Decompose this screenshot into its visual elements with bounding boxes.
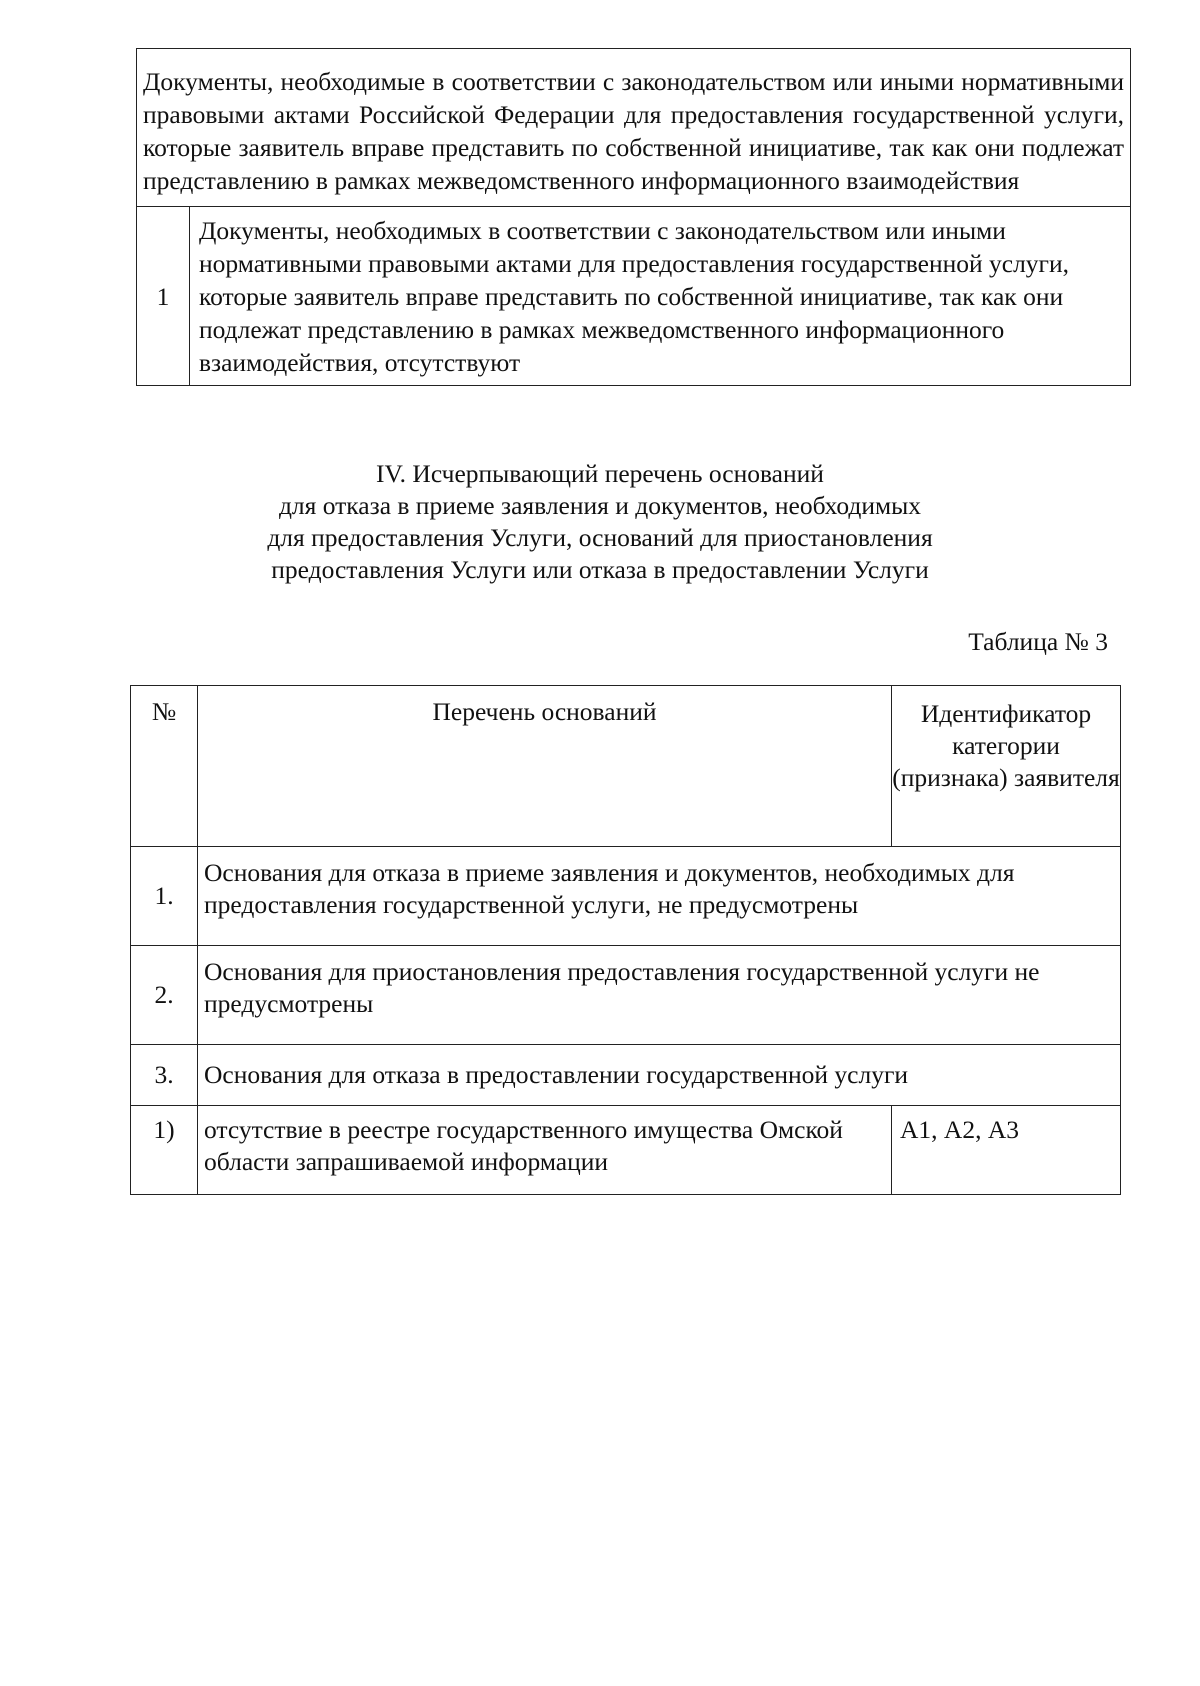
table-row	[131, 1045, 1121, 1106]
section-heading	[200, 458, 1000, 586]
row-text: Основания для отказа в предоставлении государственной услуги	[198, 1045, 1121, 1106]
row-number: 1)	[131, 1106, 198, 1195]
documents-table-row	[137, 207, 1131, 386]
section-heading-line: IV. Исчерпывающий перечень оснований	[376, 459, 824, 488]
documents-table	[136, 48, 1131, 386]
row-text: Основания для приостановления предоставления государственной услуги не предусмотрены	[198, 946, 1121, 1045]
table-row	[131, 847, 1121, 946]
grounds-table	[130, 685, 1121, 1195]
table-number-label: Таблица № 3	[968, 627, 1108, 656]
documents-row-number: 1	[137, 207, 190, 386]
documents-row-text: Документы, необходимых в соответствии с законодательством или иными нормативными правовыми актами для предоставления государственной услуги, которые заявитель вправе представить по собственной инициативе, так как они подлежат представлению в рамках межведомственного информационного взаимодействия, отсутствуют	[190, 207, 1131, 386]
column-header-reasons: Перечень оснований	[198, 686, 892, 847]
section-heading-line: предоставления Услуги или отказа в предоставлении Услуги	[271, 555, 929, 584]
row-text: Основания для отказа в приеме заявления и документов, необходимых для предоставления государственной услуги, не предусмотрены	[198, 847, 1121, 946]
documents-table-header: Документы, необходимые в соответствии с законодательством или иными нормативными правовыми актами Российской Федерации для предоставления государственной услуги, которые заявитель вправе представить по собственной инициативе, так как они подлежат представлению в рамках межведомственного информационного взаимодействия	[137, 49, 1131, 207]
column-header-number: №	[131, 686, 198, 847]
row-number: 3.	[131, 1045, 198, 1106]
row-number: 2.	[131, 946, 198, 1045]
documents-table-header-row	[137, 49, 1131, 207]
row-identifier: А1, А2, А3	[892, 1106, 1121, 1195]
row-number: 1.	[131, 847, 198, 946]
column-header-identifier: Идентификатор категории (признака) заявителя	[892, 686, 1121, 847]
grounds-table-header-row	[131, 686, 1121, 847]
section-heading-line: для предоставления Услуги, оснований для приостановления	[267, 523, 933, 552]
row-text: отсутствие в реестре государственного имущества Омской области запрашиваемой информации	[198, 1106, 892, 1195]
table-row	[131, 1106, 1121, 1195]
table-row	[131, 946, 1121, 1045]
section-heading-line: для отказа в приеме заявления и документов, необходимых	[278, 491, 922, 520]
